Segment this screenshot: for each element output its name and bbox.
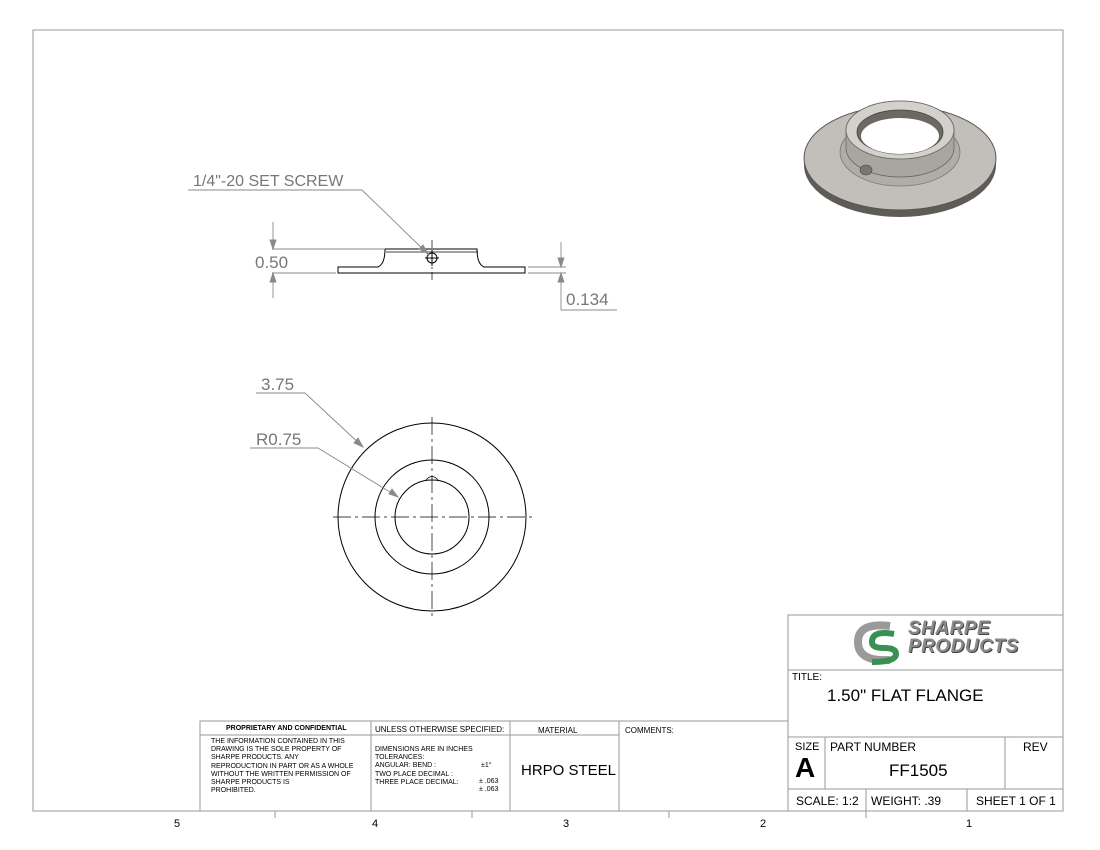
proprietary-notice: THE INFORMATION CONTAINED IN THIS DRAWING IS THE SOLE PROPERTY OF SHARPE PRODUCTS. ANY REPRODUCTION IN PART OR AS A WHOLE WITHOUT THE WRITTEN PERMISSION OF SHARPE PRODUCTS IS PROHIBITED. xyxy=(211,738,354,795)
material-label: MATERIAL xyxy=(538,726,578,735)
part-number-label: PART NUMBER xyxy=(830,740,917,754)
part-number-value: FF1505 xyxy=(889,761,948,780)
material-value: HRPO STEEL xyxy=(521,762,617,779)
zone-label: 1 xyxy=(966,818,973,830)
zone-label: 5 xyxy=(174,818,181,830)
side-dimensions xyxy=(188,190,617,310)
side-view xyxy=(338,240,525,280)
rev-label: REV xyxy=(1023,740,1048,754)
height-dimension: 0.50 xyxy=(255,253,289,272)
thickness-dimension: 0.134 xyxy=(566,290,609,309)
title-label: TITLE: xyxy=(792,672,823,683)
diameter-dimension: 3.75 xyxy=(261,375,295,394)
zone-label: 3 xyxy=(563,818,570,830)
drawing-title: 1.50" FLAT FLANGE xyxy=(827,686,984,705)
tolerance-values: ±1° xyxy=(481,762,492,769)
zone-label: 4 xyxy=(372,818,379,830)
zone-ticks xyxy=(275,811,866,818)
isometric-view xyxy=(804,101,996,217)
comments-label: COMMENTS: xyxy=(625,726,674,735)
size-label: SIZE xyxy=(795,741,820,753)
scale-value: SCALE: 1:2 xyxy=(796,794,859,808)
tolerance-values-decimal: ± .063 ± .063 xyxy=(479,778,499,794)
radius-dimension: R0.75 xyxy=(256,430,302,449)
logo-wordmark: SHARPE PRODUCTS xyxy=(908,618,1019,657)
size-value: A xyxy=(795,752,816,783)
weight-value: WEIGHT: .39 xyxy=(871,794,942,808)
sheet-number: SHEET 1 OF 1 xyxy=(976,794,1056,808)
sharpe-products-logo xyxy=(850,618,1019,668)
unless-specified-label: UNLESS OTHERWISE SPECIFIED: xyxy=(375,725,505,734)
tolerance-notes: DIMENSIONS ARE IN INCHES TOLERANCES: ANGULAR: BEND : TWO PLACE DECIMAL : THREE PLACE DECIMAL: xyxy=(375,746,473,786)
zone-label: 2 xyxy=(760,818,767,830)
proprietary-heading: PROPRIETARY AND CONFIDENTIAL xyxy=(226,725,347,732)
set-screw-callout: 1/4"-20 SET SCREW xyxy=(193,173,344,190)
logo-mark-icon xyxy=(850,620,908,668)
